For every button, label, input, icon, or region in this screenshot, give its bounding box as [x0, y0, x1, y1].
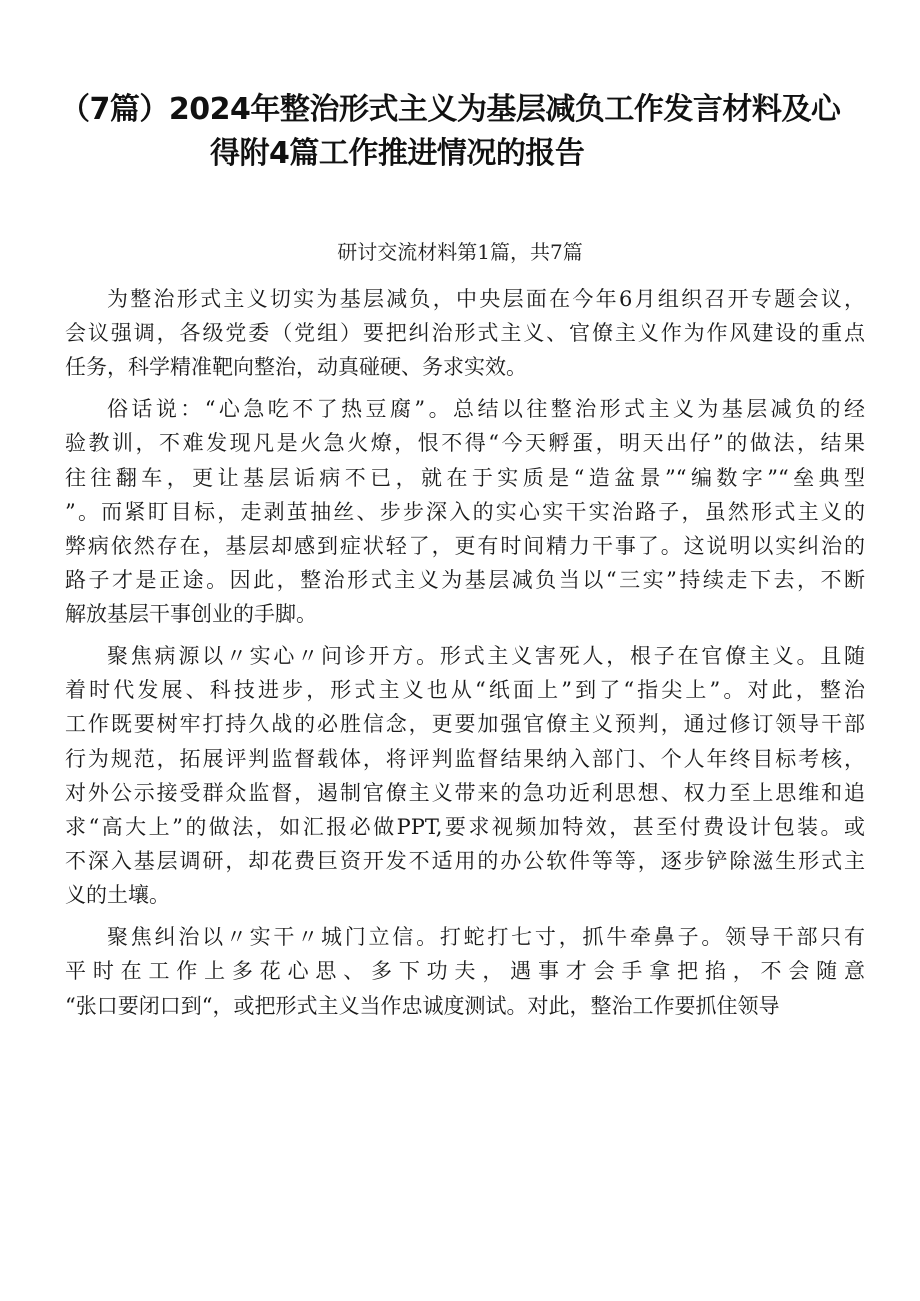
paragraph-line: 不深入基层调研，却花费巨资开发不适用的办公软件等等，逐步铲除滋生形式主: [65, 849, 865, 874]
paragraph-line: 聚焦病源以〃实心〃问诊开方。形式主义害死人，根子在官僚主义。且随: [107, 644, 865, 669]
paragraph-line: 任务，科学精准靶向整治，动真碰硬、务求实效。: [65, 355, 527, 380]
title-line-1: （7篇）2024年整治形式主义为基层减负工作发言材料及心: [60, 92, 841, 127]
paragraph-line: 会议强调，各级党委（党组）要把纠治形式主义、官僚主义作为作风建设的重点: [65, 321, 865, 346]
paragraph: [65, 920, 865, 1023]
paragraph-line: “张口要闭口到“，或把形式主义当作忠诚度测试。对此，整治工作要抓住领导: [65, 993, 780, 1018]
paragraph-line: 验教训，不难发现凡是火急火燎，恨不得“今天孵蛋，明天出仔”的做法，结果: [65, 431, 865, 456]
paragraph-line: 平时在工作上多花心思、多下功夫，遇事才会手拿把掐，不会随意: [65, 959, 865, 984]
paragraph: [65, 282, 865, 385]
paragraph-line: 对外公示接受群众监督，遏制官僚主义带来的急功近利思想、权力至上思维和追: [65, 780, 865, 805]
paragraph-line: 聚焦纠治以〃实干〃城门立信。打蛇打七寸，抓牛牵鼻子。领导干部只有: [107, 925, 865, 950]
paragraph-line: 为整治形式主义切实为基层减负，中央层面在今年6月组织召开专题会议，: [107, 287, 865, 311]
paragraph-line: 俗话说：“心急吃不了热豆腐”。总结以往整治形式主义为基层减负的经: [107, 397, 865, 422]
document-title: [60, 88, 860, 176]
paragraph: [65, 639, 865, 913]
paragraph-line: 解放基层干事创业的手脚。: [65, 602, 317, 627]
section-subtitle: 研讨交流材料第1篇，共7篇: [337, 240, 583, 264]
paragraph-line: 往往翻车，更让基层诟病不已，就在于实质是“造盆景”“编数字”“垒典型: [65, 465, 865, 490]
paragraph-line: ”。而紧盯目标，走剥茧抽丝、步步深入的实心实干实治路子，虽然形式主义的: [65, 499, 865, 524]
paragraph-line: 行为规范，拓展评判监督载体，将评判监督结果纳入部门、个人年终目标考核，: [65, 746, 865, 771]
paragraph-line: 路子才是正途。因此，整治形式主义为基层减负当以“三实”持续走下去，不断: [65, 568, 865, 593]
paragraph: [65, 392, 865, 631]
document-body: [65, 282, 865, 1030]
paragraph-line: 工作既要树牢打持久战的必胜信念，更要加强官僚主义预判，通过修订领导干部: [65, 712, 865, 737]
paragraph-line: 着时代发展、科技进步，形式主义也从“纸面上”到了“指尖上”。对此，整治: [65, 678, 865, 703]
paragraph-line: 弊病依然存在，基层却感到症状轻了，更有时间精力干事了。这说明以实纠治的: [65, 533, 865, 558]
title-line-2: 得附4篇工作推进情况的报告: [210, 136, 585, 171]
paragraph-line: 求“高大上”的做法，如汇报必做PPT,要求视频加特效，甚至付费设计包装。或: [65, 815, 865, 840]
paragraph-line: 义的土壤。: [65, 883, 170, 908]
